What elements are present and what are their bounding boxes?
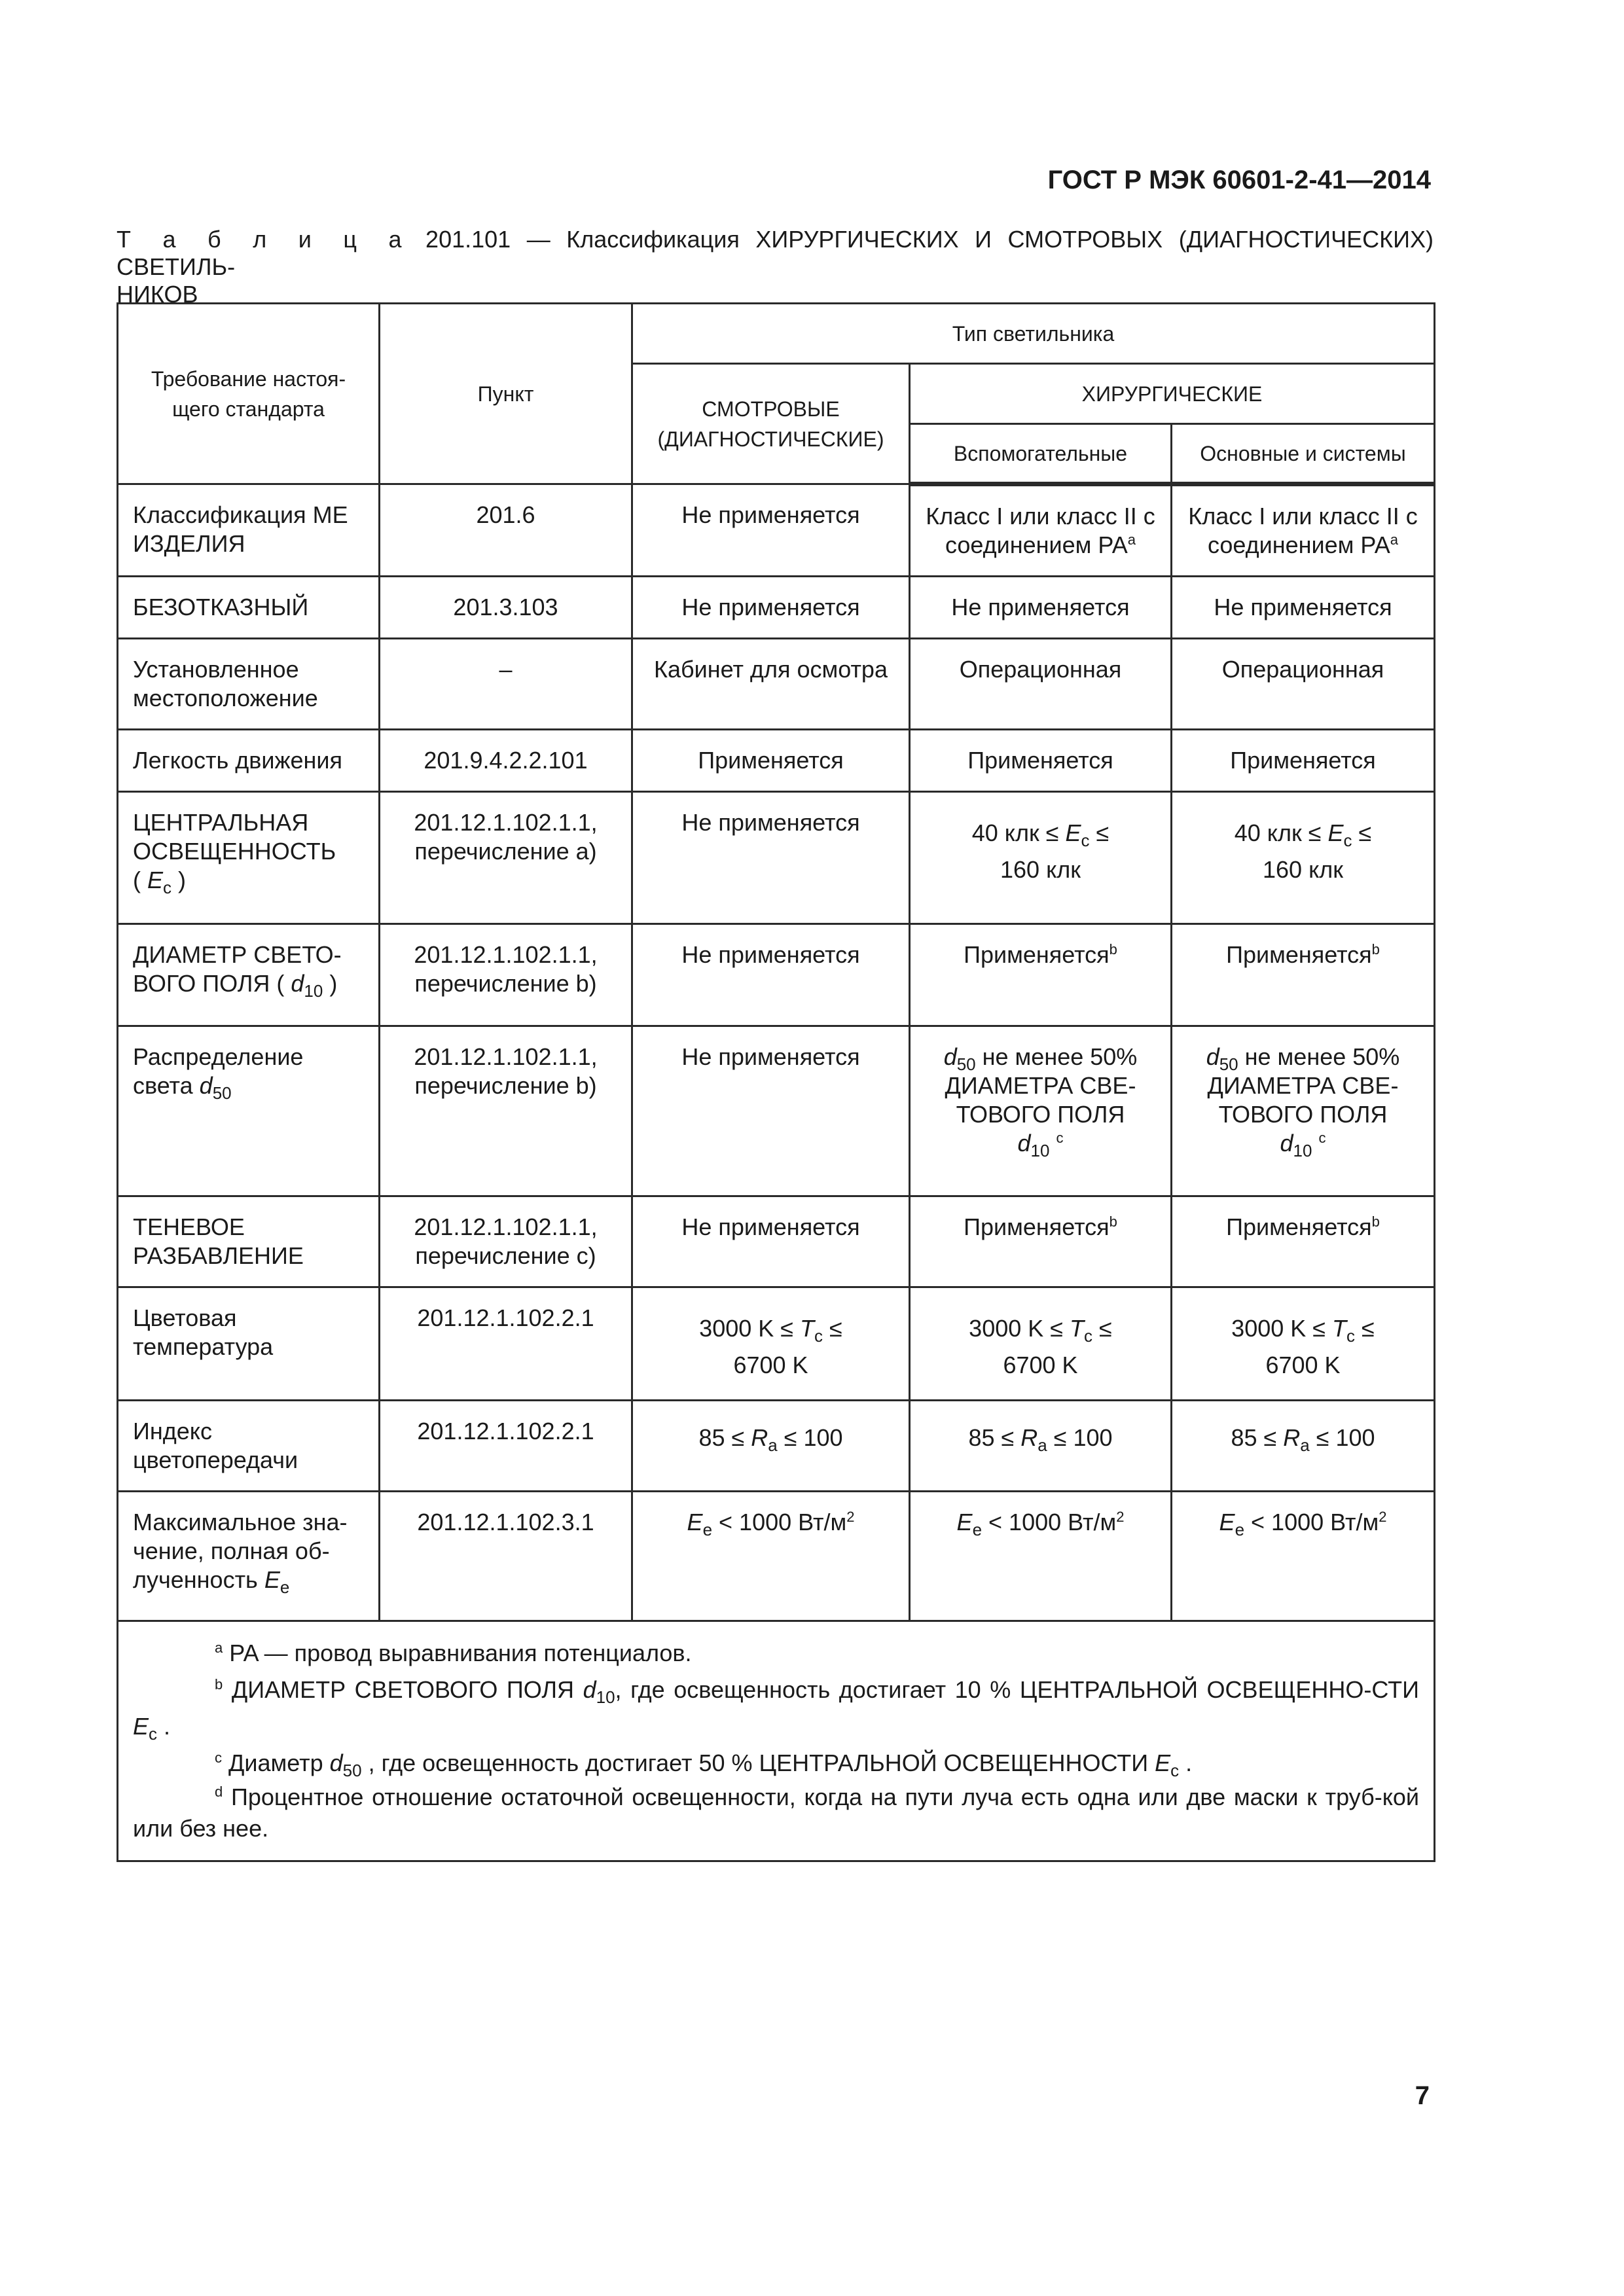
cell-clause: 201.12.1.102.1.1, перечисление а) xyxy=(380,792,632,924)
cell-main: Операционная xyxy=(1172,639,1435,730)
cell-main: Применяется xyxy=(1172,730,1435,792)
cell-exam: Не применяется xyxy=(632,1026,910,1196)
cell-clause: 201.9.4.2.2.101 xyxy=(380,730,632,792)
header-exam: СМОТРОВЫЕ (ДИАГНОСТИЧЕСКИЕ) xyxy=(632,364,910,484)
cell-clause: 201.12.1.102.3.1 xyxy=(380,1492,632,1621)
cell-main: $d_{50}$ не менее 50% ДИАМЕТРА СВЕ-ТОВОГО ПОЛЯ $d_{10}$ $^c$ xyxy=(1172,1026,1435,1196)
table-row xyxy=(118,730,1435,792)
cell-exam: Применяется xyxy=(632,730,910,792)
cell-requirement: Индекс цветопередачи xyxy=(118,1401,380,1492)
header-requirement: Требование настоя-щего стандарта xyxy=(118,304,380,484)
footnotes xyxy=(118,1621,1435,1861)
cell-requirement: Максимальное зна-чение, полная об-лученность $E_e$ xyxy=(118,1492,380,1621)
cell-auxiliary: $E_e < 1000$ $Вт/м^2$ xyxy=(910,1492,1172,1621)
cell-main: $85 \le R_a \le 100$ xyxy=(1172,1401,1435,1492)
table-row xyxy=(118,639,1435,730)
cell-requirement: ЦЕНТРАЛЬНАЯ ОСВЕЩЕННОСТЬ ( $E_c$ ) xyxy=(118,792,380,924)
cell-main: Применяется$^b$ xyxy=(1172,1196,1435,1287)
table-row xyxy=(118,924,1435,1026)
caption-label: Т а б л и ц а xyxy=(117,226,410,253)
cell-auxiliary: Применяется$^b$ xyxy=(910,1196,1172,1287)
cell-main: 40 клк ≤ $E_c$ ≤ 160 клк xyxy=(1172,792,1435,924)
cell-auxiliary: $85 \le R_a \le 100$ xyxy=(910,1401,1172,1492)
footnote-a: $^a$ PA — провод выравнивания потенциалов. xyxy=(215,1640,692,1666)
cell-clause: 201.6 xyxy=(380,484,632,577)
cell-exam: Кабинет для осмотра xyxy=(632,639,910,730)
cell-exam: Не применяется xyxy=(632,577,910,639)
cell-main: Класс I или класс II с соединением $PA^a$ xyxy=(1172,484,1435,577)
table-row xyxy=(118,577,1435,639)
cell-auxiliary: Применяется xyxy=(910,730,1172,792)
cell-auxiliary: 40 клк ≤ $E_c$ ≤ 160 клк xyxy=(910,792,1172,924)
cell-clause: 201.12.1.102.2.1 xyxy=(380,1287,632,1401)
header-clause: Пункт xyxy=(380,304,632,484)
cell-auxiliary: Не применяется xyxy=(910,577,1172,639)
cell-main: 3000 $K \le T_c$ ≤ 6700 K xyxy=(1172,1287,1435,1401)
header-lamp-type: Тип светильника xyxy=(632,304,1435,364)
cell-requirement: Цветовая температура xyxy=(118,1287,380,1401)
cell-clause: 201.12.1.102.1.1, перечисление b) xyxy=(380,924,632,1026)
cell-requirement: БЕЗОТКАЗНЫЙ xyxy=(118,577,380,639)
cell-clause: 201.12.1.102.1.1, перечисление с) xyxy=(380,1196,632,1287)
cell-exam: Не применяется xyxy=(632,484,910,577)
table-row xyxy=(118,484,1435,577)
cell-requirement: ТЕНЕВОЕ РАЗБАВЛЕНИЕ xyxy=(118,1196,380,1287)
cell-auxiliary: $d_{50}$ не менее 50% ДИАМЕТРА СВЕ-ТОВОГО ПОЛЯ $d_{10}$ $^c$ xyxy=(910,1026,1172,1196)
header-auxiliary: Вспомогательные xyxy=(910,424,1172,484)
header-surgical: ХИРУРГИЧЕСКИЕ xyxy=(910,364,1435,424)
table-row xyxy=(118,1287,1435,1401)
cell-exam: Не применяется xyxy=(632,924,910,1026)
page-number: 7 xyxy=(1415,2081,1430,2110)
cell-clause: 201.3.103 xyxy=(380,577,632,639)
cell-auxiliary: Операционная xyxy=(910,639,1172,730)
cell-main: $E_e < 1000$ $Вт/м^2$ xyxy=(1172,1492,1435,1621)
cell-requirement: Классификация МЕ ИЗДЕЛИЯ xyxy=(118,484,380,577)
cell-requirement: Легкость движения xyxy=(118,730,380,792)
cell-main: Не применяется xyxy=(1172,577,1435,639)
cell-exam: Не применяется xyxy=(632,1196,910,1287)
footnotes-row xyxy=(118,1621,1435,1861)
cell-auxiliary: Класс I или класс II с соединением $PA^a$ xyxy=(910,484,1172,577)
table-row xyxy=(118,792,1435,924)
cell-exam: $E_e < 1000$ $Вт/м^2$ xyxy=(632,1492,910,1621)
classification-table xyxy=(117,302,1435,1862)
table-caption xyxy=(117,226,1434,308)
cell-clause: – xyxy=(380,639,632,730)
cell-main: Применяется$^b$ xyxy=(1172,924,1435,1026)
cell-auxiliary: 3000 $K \le T_c$ ≤ 6700 K xyxy=(910,1287,1172,1401)
cell-requirement: Распределение света $d_{50}$ xyxy=(118,1026,380,1196)
footnote-c: $^c$ Диаметр $d_{50}$ , где освещенность достигает 50 % ЦЕНТРАЛЬНОЙ ОСВЕЩЕННОСТИ $E_c$ . xyxy=(215,1749,1193,1781)
footnote-d: $^d$ Процентное отношение остаточной освещенности, когда на пути луча есть одна или две маски к труб-кой или без нее. xyxy=(133,1784,1419,1842)
table-row xyxy=(118,1026,1435,1196)
document-id: ГОСТ Р МЭК 60601-2-41—2014 xyxy=(1047,166,1431,194)
header-main: Основные и системы xyxy=(1172,424,1435,484)
table-row xyxy=(118,1492,1435,1621)
table-row xyxy=(118,1196,1435,1287)
cell-clause: 201.12.1.102.2.1 xyxy=(380,1401,632,1492)
cell-exam: $85 \le R_a \le 100$ xyxy=(632,1401,910,1492)
table-row xyxy=(118,1401,1435,1492)
footnote-b: $^b$ ДИАМЕТР СВЕТОВОГО ПОЛЯ $d_{10}$, где освещенность достигает 10 % ЦЕНТРАЛЬНОЙ ОСВЕЩЕННО-СТИ $E_c$ . xyxy=(133,1676,1419,1744)
cell-clause: 201.12.1.102.1.1, перечисление b) xyxy=(380,1026,632,1196)
cell-requirement: ДИАМЕТР СВЕТО-ВОГО ПОЛЯ ( $d_{10}$ ) xyxy=(118,924,380,1026)
caption-text: 201.101 — Классификация ХИРУРГИЧЕСКИХ И СМОТРОВЫХ (ДИАГНОСТИЧЕСКИХ) СВЕТИЛЬ- xyxy=(117,226,1434,280)
cell-exam: 3000 $K \le T_c$ ≤ 6700 K xyxy=(632,1287,910,1401)
cell-exam: Не применяется xyxy=(632,792,910,924)
caption-text-cont: НИКОВ xyxy=(117,281,198,308)
cell-auxiliary: Применяется$^b$ xyxy=(910,924,1172,1026)
cell-requirement: Установленное местоположение xyxy=(118,639,380,730)
